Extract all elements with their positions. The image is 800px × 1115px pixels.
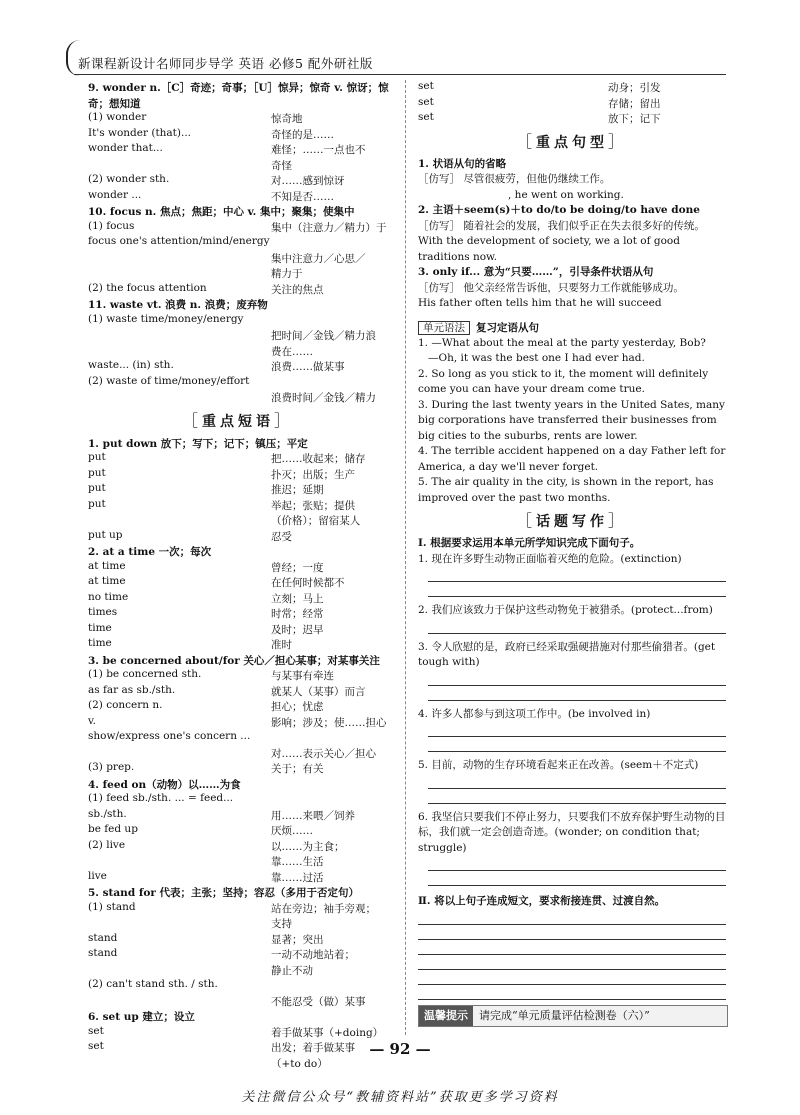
meaning: 静止不动 (271, 964, 313, 977)
meaning: 出发；着手做某事 (271, 1042, 355, 1054)
exercise-line: wonder ... (88, 188, 142, 201)
exercise-line: at time (88, 559, 126, 572)
exercise-line: set (418, 95, 434, 108)
exercise-line: put (88, 497, 106, 510)
page-number: — 92 — (369, 1040, 431, 1058)
exercise-line: (2) waste of time/money/effort (88, 374, 250, 387)
meaning: 支持 (271, 918, 292, 930)
meaning: 推迟；延期 (271, 484, 324, 496)
entry-title: 6. set up 建立；设立 (88, 1011, 195, 1023)
footer-note: 关注微信公众号“教辅资料站”获取更多学习资料 (241, 1090, 559, 1105)
exercise-line: set (418, 80, 434, 92)
writing-task: 4. 许多人都参与到这项工作中。(be involved in) (418, 707, 651, 720)
imitation-answer-line: His father often tells him that he will succeed (418, 297, 662, 309)
meaning: 难怪；……一点也不 (271, 144, 366, 156)
entry-title: 3. be concerned about/for 关心／担心某事；对某事关注 (88, 654, 380, 667)
answer-line[interactable] (428, 686, 726, 701)
answer-line[interactable] (418, 955, 726, 970)
reminder-label: 温馨提示 (419, 1006, 473, 1026)
meaning: 精力于 (271, 268, 303, 280)
meaning: 时常；经常 (271, 608, 324, 620)
writing-task: 1. 现在许多野生动物正面临着灭绝的危险。(extinction) (418, 552, 682, 565)
entry-title: 奇；想知道 (88, 97, 141, 110)
grammar-question: —Oh, it was the best one I had ever had. (428, 352, 645, 364)
answer-line[interactable] (418, 970, 726, 985)
answer-line[interactable] (428, 619, 726, 634)
exercise-line: It's wonder (that)... (88, 126, 192, 139)
meaning: 靠……过活 (271, 871, 324, 884)
exercise-line: v. (88, 714, 97, 727)
meaning: 忍受 (271, 530, 292, 543)
answer-line[interactable] (428, 774, 726, 789)
exercise-line: (1) feed sb./sth. ... = feed... (88, 792, 234, 804)
exercise-line: (3) prep. (88, 761, 135, 773)
meaning: 影响；涉及；使……担心 (271, 716, 387, 729)
meaning: 与某事有牵连 (271, 670, 334, 682)
meaning: 举起；张贴；提供 (271, 499, 355, 512)
exercise-line: put up (88, 528, 123, 541)
meaning: 及时；迟早 (271, 623, 324, 636)
meaning: 立刻；马上 (271, 592, 324, 605)
answer-line[interactable] (428, 871, 726, 886)
pattern-title: 2. 主语＋seem(s)＋to do/to be doing/to have done (418, 204, 700, 216)
meaning: 奇怪 (271, 159, 292, 172)
answer-line[interactable] (428, 671, 726, 686)
exercise-line: (2) can't stand sth. / sth. (88, 978, 218, 990)
exercise-line: waste... (in) sth. (88, 359, 174, 371)
entry-title: 5. stand for 代表；主张；坚持；容忍（多用于否定句） (88, 887, 360, 899)
exercise-line: (1) wonder (88, 111, 147, 123)
imitation-prompt: ［仿写］ 尽管很疲劳，但他仍继续工作。 (418, 173, 611, 185)
meaning: 奇怪的是…… (271, 128, 334, 141)
section-title-writing: ［话题写作］ (515, 511, 629, 530)
meaning: 关于；有关 (271, 763, 324, 775)
meaning: 对……表示关心／担心 (271, 747, 376, 760)
entry-title: 11. waste vt. 浪费 n. 浪费；废弃物 (88, 299, 268, 311)
answer-line[interactable] (418, 910, 726, 925)
meaning: 费在…… (271, 345, 313, 358)
writing-task: 6. 我坚信只要我们不停止努力，只要我们不放弃保护野生动物的目标，我们就一定会创造奇迹。(wonder; on condition that; struggle) (418, 810, 726, 854)
exercise-line: time (88, 637, 112, 649)
grammar-question: 2. So long as you stick to it, the moment will definitely come you can have your dream come true. (418, 367, 709, 395)
meaning: 放下；记下 (608, 113, 661, 125)
meaning: 就某人（某事）而言 (271, 685, 366, 698)
entry-title: 10. focus n. 焦点；焦距；中心 v. 集中；聚集；使集中 (88, 206, 355, 218)
exercise-line: be fed up (88, 823, 138, 835)
grammar-question: 1. —What about the meal at the party yesterday, Bob? (418, 336, 706, 349)
meaning: 集中注意力／心思／ (271, 252, 366, 265)
header-rule (74, 74, 726, 75)
entry-title: 4. feed on（动物）以……为食 (88, 778, 241, 791)
exercise-line: no time (88, 590, 129, 603)
meaning: 显著；突出 (271, 933, 324, 946)
meaning: 站在旁边；袖手旁观； (271, 902, 376, 915)
exercise-line: sb./sth. (88, 807, 127, 820)
meaning: 曾经；一度 (271, 561, 324, 574)
meaning: 准时 (271, 639, 292, 651)
exercise-line: (2) wonder sth. (88, 173, 170, 185)
imitation-prompt: ［仿写］ 他父亲经常告诉他，只要努力工作就能够成功。 (418, 281, 684, 294)
exercise-line: set (88, 1040, 104, 1052)
writing-task: 5. 目前，动物的生存环境看起来正在改善。(seem＋不定式) (418, 759, 699, 771)
meaning: 存储；留出 (608, 97, 661, 110)
meaning: 在任何时候都不 (271, 577, 345, 589)
exercise-line: put (88, 466, 106, 479)
pattern-title: 1. 状语从句的省略 (418, 157, 507, 170)
meaning: 关注的焦点 (271, 283, 324, 296)
imitation-answer-line: With the development of society, we a lot of good traditions now. (418, 235, 680, 263)
writing-task: 3. 令人欣慰的是，政府已经采取强硬措施对付那些偷猎者。(get tough with) (418, 640, 716, 668)
imitation-prompt: ［仿写］ 随着社会的发展，我们似乎正在失去很多好的传统。 (418, 219, 705, 232)
grammar-title: 复习定语从句 (476, 321, 539, 334)
grammar-heading (418, 320, 726, 336)
meaning: 着手做某事（+doing） (271, 1026, 384, 1039)
page-header: 新课程新设计名师同步导学 英语 必修5 配外研社版 (78, 56, 373, 71)
section-title-sentences: ［重点句型］ (515, 131, 629, 151)
answer-line[interactable] (428, 722, 726, 737)
meaning: 动身；引发 (608, 82, 661, 94)
exercise-line: stand (88, 931, 118, 944)
exercise-line: at time (88, 575, 126, 587)
meaning: 对……感到惊讶 (271, 175, 345, 187)
reminder-box (418, 1005, 728, 1027)
exercise-line: set (88, 1024, 104, 1037)
meaning: 集中（注意力／精力）于 (271, 221, 387, 234)
meaning: 把时间／金钱／精力浪 (271, 330, 376, 342)
answer-line[interactable] (428, 567, 726, 582)
exercise-line: (1) waste time/money/energy (88, 312, 244, 325)
meaning: 惊奇地 (271, 113, 303, 125)
answer-line[interactable] (428, 856, 726, 871)
reminder-text: 请完成“单元质量评估检测卷（六）” (479, 1009, 650, 1022)
meaning: （价格）；留宿某人 (271, 515, 361, 527)
meaning: 用……来喂／饲养 (271, 809, 355, 822)
entry-title: 1. put down 放下；写下；记下；镇压；平定 (88, 437, 308, 450)
grammar-question: 3. During the last twenty years in the United Sates, many big corporations have transferred their businesses from big cities to the suburbs, rents are lower. (418, 398, 725, 442)
exercise-line: show/express one's concern ... (88, 730, 251, 742)
answer-line[interactable] (418, 925, 726, 940)
exercise-line: wonder that... (88, 142, 163, 154)
answer-line[interactable] (418, 985, 726, 1000)
left-column (88, 80, 388, 1071)
exercise-line: (2) live (88, 838, 126, 851)
answer-line[interactable] (418, 940, 726, 955)
entry-title: 9. wonder n.［C］奇迹；奇事；［U］惊异；惊奇 v. 惊讶；惊 (88, 82, 389, 94)
exercise-line: focus one's attention/mind/energy (88, 235, 270, 247)
answer-line[interactable] (428, 582, 726, 597)
exercise-line: stand (88, 947, 118, 959)
section-title-phrases: ［重点短语］ (181, 410, 295, 430)
exercise-line: (2) the focus attention (88, 281, 207, 294)
meaning: 担心；忧虑 (271, 701, 324, 713)
grammar-tag: 单元语法 (418, 321, 470, 335)
writing-instruction: Ⅰ. 根据要求运用本单元所学知识完成下面句子。 (418, 537, 641, 549)
meaning: 以……为主食； (271, 840, 345, 853)
exercise-line: live (88, 869, 107, 882)
meaning: 靠……生活 (271, 856, 324, 868)
writing-instruction: Ⅱ. 将以上句子连成短文，要求衔接连贯、过渡自然。 (418, 895, 666, 907)
exercise-line: as far as sb./sth. (88, 683, 176, 696)
exercise-line: times (88, 606, 118, 618)
column-divider (405, 80, 406, 1035)
meaning: 浪费时间／金钱／精力 (271, 392, 376, 404)
meaning: 一动不动地站着； (271, 949, 355, 961)
meaning: 厌烦…… (271, 825, 313, 837)
grammar-question: 5. The air quality in the city, is shown in the report, has improved over the past two months. (418, 476, 714, 504)
meaning: 浪费……做某事 (271, 361, 345, 373)
meaning: 扑灭；出版；生产 (271, 468, 355, 481)
imitation-answer-line: , he went on working. (508, 188, 624, 201)
exercise-line: time (88, 621, 112, 634)
exercise-line: (1) be concerned sth. (88, 668, 202, 680)
exercise-line: put (88, 482, 106, 494)
exercise-line: put (88, 451, 106, 463)
meaning: 不知是否…… (271, 190, 334, 203)
exercise-line: set (418, 111, 434, 123)
exercise-line: (2) concern n. (88, 699, 163, 711)
pattern-title: 3. only if... 意为“只要……”，引导条件状语从句 (418, 266, 654, 278)
right-column (418, 80, 726, 1000)
exercise-line: (1) focus (88, 219, 135, 232)
meaning: （+to do） (271, 1057, 328, 1070)
meaning: 不能忍受（做）某事 (271, 995, 366, 1008)
answer-line[interactable] (428, 789, 726, 804)
meaning: 把……收起来；储存 (271, 453, 366, 465)
grammar-question: 4. The terrible accident happened on a day Father left for America, a day we'll never forget. (418, 445, 726, 473)
entry-title: 2. at a time 一次；每次 (88, 546, 212, 558)
exercise-line: (1) stand (88, 900, 136, 913)
answer-line[interactable] (428, 737, 726, 752)
writing-task: 2. 我们应该致力于保护这些动物免于被猎杀。(protect...from) (418, 604, 713, 616)
